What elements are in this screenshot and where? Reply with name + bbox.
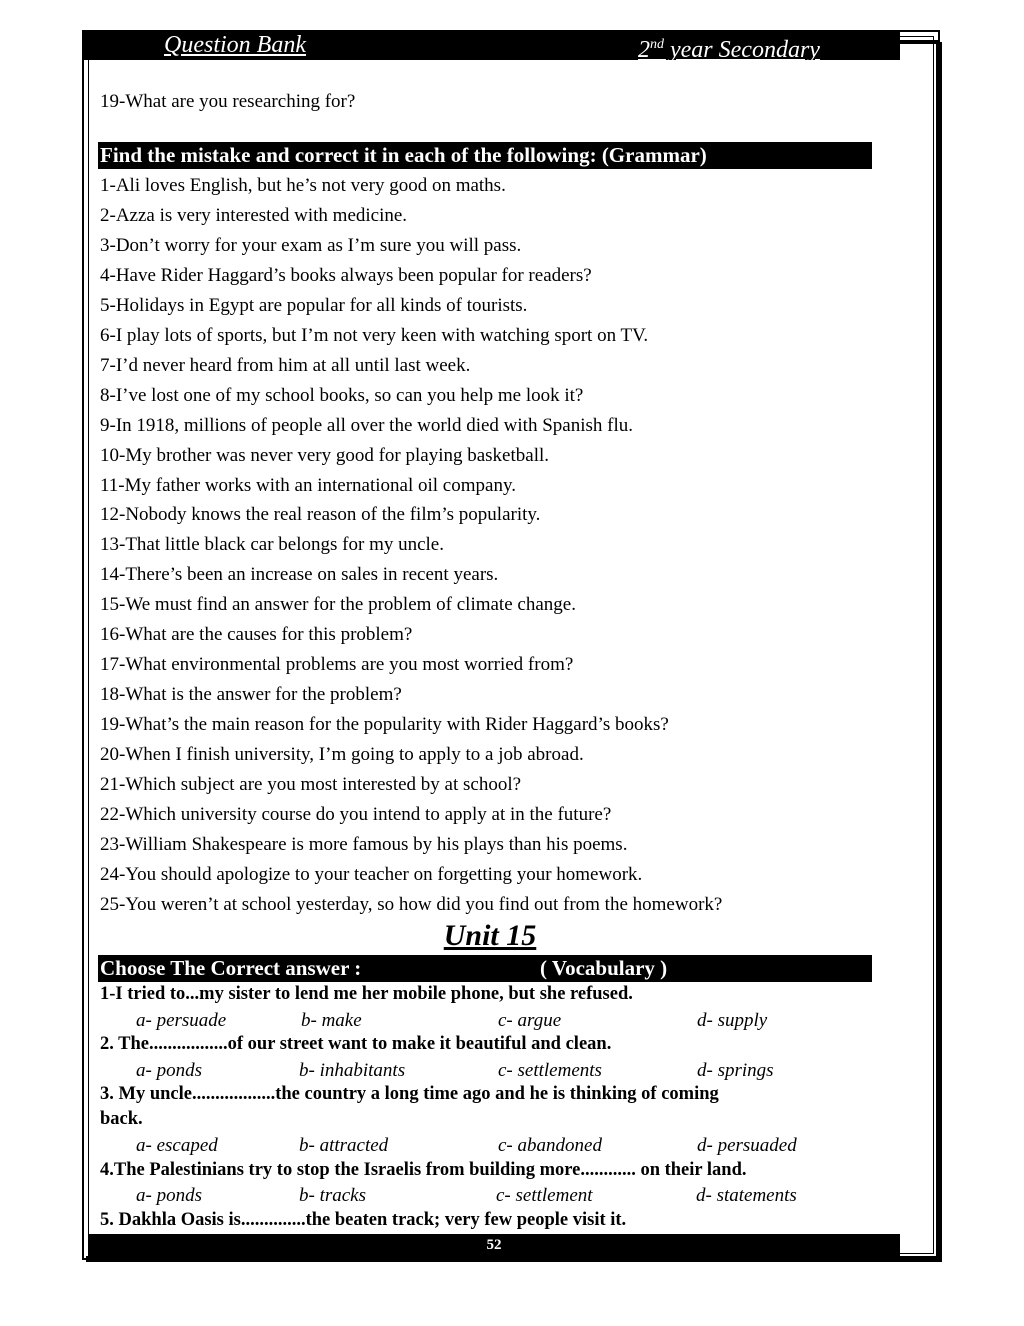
grammar-item: 24-You should apologize to your teacher on forgetting your homework. [100,863,643,885]
vocab-question: 5. Dakhla Oasis is..............the beaten track; very few people visit it. [100,1210,627,1230]
page-number: 52 [486,1237,502,1253]
vocab-option: b- make [301,1010,362,1031]
vocab-option: d- springs [697,1060,774,1081]
grammar-item: 13-That little black car belongs for my uncle. [100,534,444,556]
grammar-item: 19-What’s the main reason for the popularity with Rider Haggard’s books? [100,714,669,736]
vocab-question: 3. My uncle..................the country a long time ago and he is thinking of coming [100,1084,719,1104]
grammar-item: 23-William Shakespeare is more famous by his plays than his poems. [100,833,628,855]
header-bar [82,30,900,63]
vocab-option: c- abandoned [498,1135,602,1156]
carryover-item: 19-What are you researching for? [100,91,356,112]
grammar-item: 6-I play lots of sports, but I’m not very keen with watching sport on TV. [100,324,649,346]
grammar-item: 21-Which subject are you most interested by at school? [100,774,522,795]
grammar-item: 11-My father works with an international oil company. [100,474,516,496]
vocab-question: 2. The.................of our street want to make it beautiful and clean. [100,1034,612,1054]
vocab-option: c- settlements [498,1060,602,1081]
vocab-option: d- statements [696,1185,797,1206]
header-grade: 2nd year Secondary [638,37,820,63]
grammar-item: 17-What environmental problems are you most worried from? [100,654,574,676]
grammar-item: 1-Ali loves English, but he’s not very good on maths. [100,175,506,196]
vocab-question: 4.The Palestinians try to stop the Israelis from building more............ on their land. [100,1160,747,1180]
vocab-option: a- persuade [136,1010,227,1031]
grammar-item: 14-There’s been an increase on sales in recent years. [100,564,499,586]
vocab-option: a- ponds [136,1185,202,1206]
grammar-heading: Find the mistake and correct it in each of the following: (Grammar) [98,142,872,169]
grammar-item: 22-Which university course do you intend to apply at in the future? [100,803,612,825]
grammar-item: 16-What are the causes for this problem? [100,624,413,646]
vocab-heading-left: Choose The Correct answer : [100,956,362,980]
page-border-shadow-right [936,42,942,1262]
header-title: Question Bank [164,32,306,58]
vocab-option: b- attracted [299,1135,389,1156]
vocab-question-continued: back. [100,1109,143,1129]
grammar-item: 9-In 1918, millions of people all over the world died with Spanish flu. [100,414,633,436]
unit-title: Unit 15 [443,919,537,952]
vocab-option: b- tracks [299,1185,367,1206]
grammar-item: 12-Nobody knows the real reason of the film’s popularity. [100,504,541,526]
vocab-option: c- settlement [496,1185,593,1206]
footer-bar [88,1234,900,1261]
grammar-item: 15-We must find an answer for the problem of climate change. [100,594,576,616]
grammar-item: 7-I’d never heard from him at all until last week. [100,354,471,376]
header-bar-extension [900,40,940,44]
grammar-item: 10-My brother was never very good for playing basketball. [100,444,550,466]
grammar-item: 4-Have Rider Haggard’s books always been popular for readers? [100,264,592,286]
grammar-item: 8-I’ve lost one of my school books, so can you help me look it? [100,384,584,406]
vocab-heading [98,955,872,982]
vocab-option: d- supply [697,1010,768,1031]
grammar-item: 20-When I finish university, I’m going to apply to a job abroad. [100,744,584,766]
vocab-option: b- inhabitants [299,1060,406,1081]
vocab-option: c- argue [498,1010,562,1031]
grammar-item: 25-You weren’t at school yesterday, so how did you find out from the homework? [100,893,723,915]
grammar-item: 2-Azza is very interested with medicine. [100,204,408,226]
vocab-option: a- ponds [136,1060,202,1081]
vocab-question: 1-I tried to...my sister to lend me her mobile phone, but she refused. [100,984,633,1004]
grammar-item: 18-What is the answer for the problem? [100,684,402,706]
vocab-option: d- persuaded [697,1135,797,1156]
grammar-item: 3-Don’t worry for your exam as I’m sure you will pass. [100,234,522,256]
vocab-option: a- escaped [136,1135,218,1156]
grammar-item: 5-Holidays in Egypt are popular for all kinds of tourists. [100,294,528,316]
vocab-heading-right: ( Vocabulary ) [540,956,668,980]
